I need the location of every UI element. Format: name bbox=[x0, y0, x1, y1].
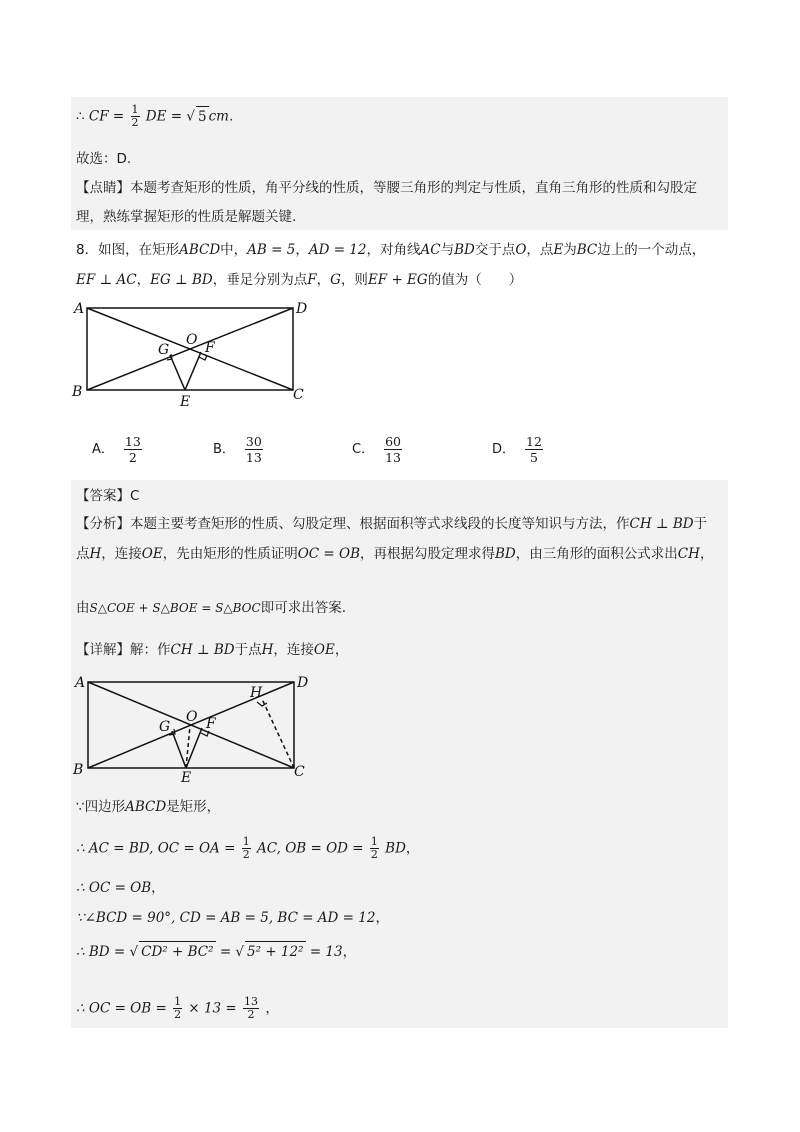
question-line-2: EF ⊥ AC，EG ⊥ BD，垂足分别为点F，G，则EF + EG的值为（ ） bbox=[76, 272, 523, 288]
option-a[interactable]: A． $\frac{13}{2}$ bbox=[92, 434, 141, 465]
choice-line: 故选：D. bbox=[76, 151, 132, 167]
answer-line: 【答案】C bbox=[76, 488, 140, 504]
question-figure bbox=[68, 296, 318, 412]
label-e: E bbox=[180, 394, 191, 410]
segment-eg-2 bbox=[172, 731, 186, 768]
segment-eg bbox=[170, 355, 185, 390]
label-h-2: H bbox=[250, 685, 263, 701]
analysis-line-3: 由S△COE + S△BOE = S△BOC即可求出答案. bbox=[76, 600, 346, 616]
comment-line-2: 理，熟练掌握矩形的性质是解题关键. bbox=[76, 209, 297, 225]
option-b[interactable]: B． $\frac{30}{13}$ bbox=[213, 434, 262, 465]
label-o: O bbox=[186, 332, 198, 348]
proof-line-1: ∵四边形ABCD是矩形， bbox=[76, 799, 221, 815]
segment-ef-2 bbox=[186, 728, 202, 768]
label-f: F bbox=[205, 340, 215, 356]
proof-line-3: ∴ OC = OB， bbox=[76, 880, 165, 896]
label-d: D bbox=[296, 301, 308, 317]
analysis-line-2: 点H，连接OE，先由矩形的性质证明OC = OB，再根据勾股定理求得BD，由三角形的面积公式求出CH， bbox=[76, 546, 714, 562]
proof-line-6: ∴ OC = OB = $\frac{1}{2}$ × 13 = $\frac{13}{2}$ ， bbox=[76, 995, 279, 1021]
proof-line-2: ∴ AC = BD, OC = OA = $\frac{1}{2}$ AC, OB = OD = $\frac{1}{2}$ BD， bbox=[76, 835, 420, 861]
label-a-2: A bbox=[75, 675, 86, 691]
detail-figure bbox=[68, 672, 318, 784]
right-angle-h-2 bbox=[257, 702, 267, 706]
label-c: C bbox=[293, 387, 304, 403]
label-b: B bbox=[72, 384, 83, 400]
detail-line: 【详解】解：作CH ⊥ BD于点H，连接OE， bbox=[76, 642, 349, 658]
half-fraction: $\frac{1}{2}$ bbox=[131, 103, 139, 129]
proof-line-5: ∴ BD = √ CD² + BC² = √ 5² + 12² = 13， bbox=[76, 941, 356, 962]
segment-ef bbox=[185, 352, 201, 390]
option-d[interactable]: D． $\frac{12}{5}$ bbox=[492, 434, 542, 465]
label-o-2: O bbox=[186, 709, 198, 725]
label-e-2: E bbox=[181, 770, 192, 784]
proof-line-4: ∵∠BCD = 90°, CD = AB = 5, BC = AD = 12， bbox=[76, 910, 389, 926]
segment-ch-2 bbox=[262, 699, 294, 768]
label-b-2: B bbox=[73, 762, 84, 778]
label-f-2: F bbox=[206, 716, 216, 732]
cf-line: ∴ CF = $\frac{1}{2}$ DE = √ 5 cm. bbox=[76, 103, 234, 129]
option-c[interactable]: C． $\frac{60}{13}$ bbox=[352, 434, 401, 465]
analysis-line-1: 【分析】本题主要考查矩形的性质、勾股定理、根据面积等式求线段的长度等知识与方法，作CH ⊥ BD于 bbox=[76, 516, 708, 532]
label-g-2: G bbox=[159, 719, 171, 735]
label-a: A bbox=[74, 301, 85, 317]
label-g: G bbox=[158, 342, 170, 358]
label-d-2: D bbox=[297, 675, 309, 691]
label-c-2: C bbox=[294, 764, 305, 780]
question-line-1: 8．如图，在矩形ABCD中，AB = 5，AD = 12，对角线AC与BD交于点O，点E为BC边上的一个动点， bbox=[76, 242, 706, 258]
comment-line-1: 【点睛】本题考查矩形的性质，角平分线的性质，等腰三角形的判定与性质，直角三角形的性质和勾股定 bbox=[76, 180, 697, 196]
